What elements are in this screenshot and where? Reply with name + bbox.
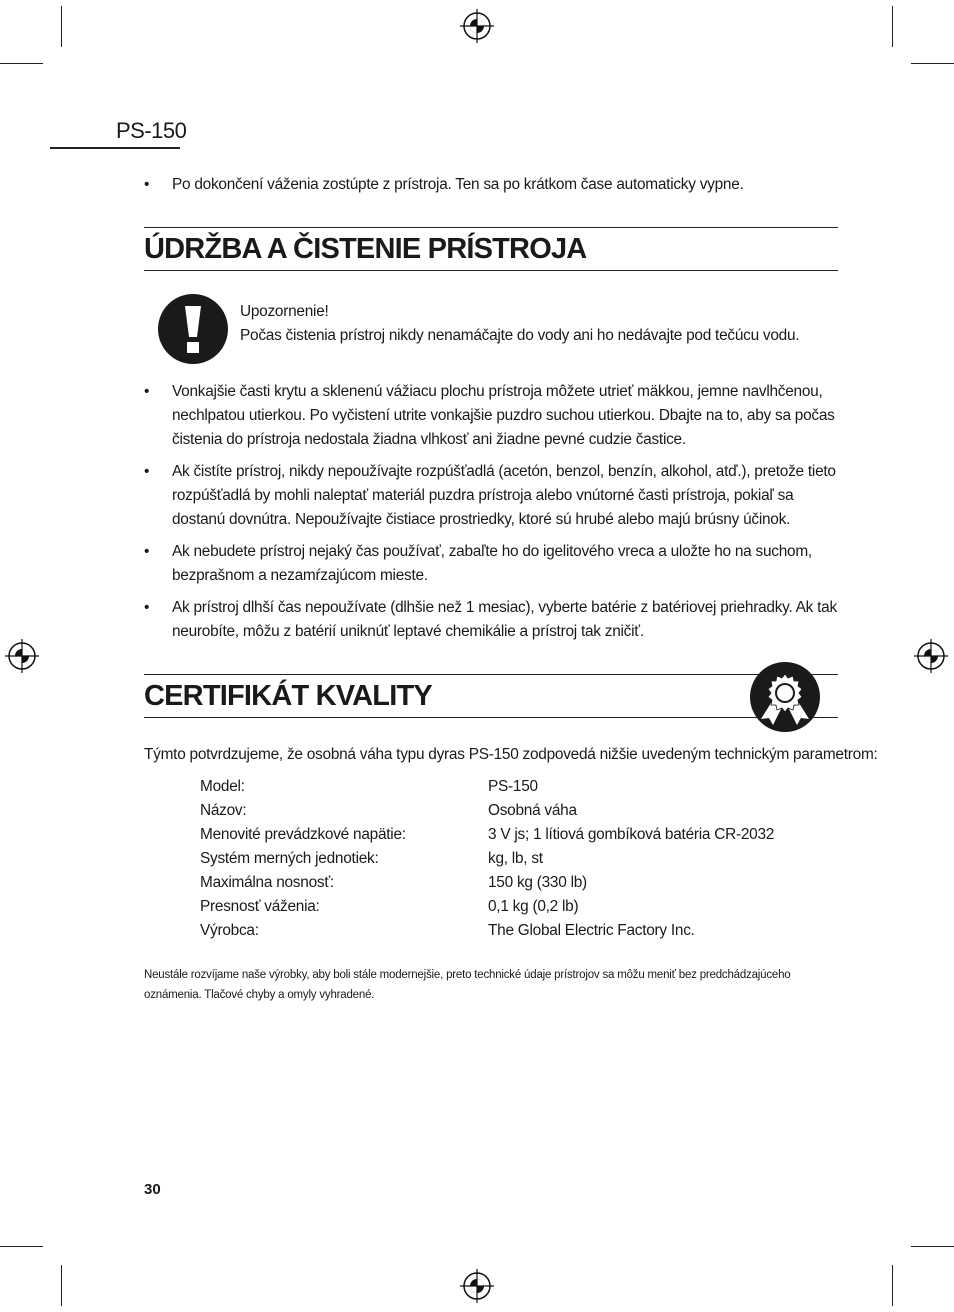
crop-mark xyxy=(0,1246,43,1247)
list-item-text: Ak čistíte prístroj, nikdy nepoužívajte rozpúšťadlá (acetón, benzol, benzín, alkohol, atď.), pretože tieto rozpúšťadlá by mohli naleptať materiál puzdra prístroja alebo vnútorné časti prístroja, pokiaľ sa dostanú dovnútra. Nepoužívajte čistiace prostriedky, ktoré sú hrubé alebo majú brúsny účinok. xyxy=(172,463,836,528)
model-label: PS-150 xyxy=(116,118,187,143)
table-row xyxy=(200,847,774,871)
spec-value: kg, lb, st xyxy=(488,850,543,867)
list-item xyxy=(144,596,844,644)
list-item-text: Po dokončení váženia zostúpte z prístroja. Ten sa po krátkom čase automaticky vypne. xyxy=(172,176,744,193)
table-row xyxy=(200,895,774,919)
bullet-symbol: • xyxy=(144,599,150,616)
spec-key: Názov: xyxy=(200,802,247,819)
crop-mark xyxy=(911,1246,954,1247)
section-title: ÚDRŽBA A ČISTENIE PRÍSTROJA xyxy=(144,233,587,265)
bullet-symbol: • xyxy=(144,176,150,193)
list-item-text: Ak nebudete prístroj nejaký čas používať, zabaľte ho do igelitového vreca a uložte ho na suchom, bezprašnom a nezamŕzajúcom mieste. xyxy=(172,543,812,584)
crop-mark xyxy=(911,63,954,64)
spec-value: Osobná váha xyxy=(488,802,577,819)
crop-mark xyxy=(892,6,893,47)
spec-key: Model: xyxy=(200,778,245,795)
spec-table xyxy=(200,775,774,943)
certificate-intro: Týmto potvrdzujeme, že osobná váha typu dyras PS-150 zodpovedá nižšie uvedeným technickým parametrom: xyxy=(144,746,878,763)
spec-key: Maximálna nosnosť: xyxy=(200,874,334,891)
bullet-symbol: • xyxy=(144,543,150,560)
table-row xyxy=(200,799,774,823)
list-item-text: Vonkajšie časti krytu a sklenenú vážiacu plochu prístroja môžete utrieť mäkkou, jemne navlhčenou, nechlpatou utierkou. Po vyčistení utrite vonkajšie puzdro suchou utierkou. Dbajte na to, aby sa počas čistenia do prístroja nedostala žiadna vlhkosť ani žiadne pevné cudzie častice. xyxy=(172,383,835,448)
list-item xyxy=(144,380,844,452)
spec-key: Menovité prevádzkové napätie: xyxy=(200,826,406,843)
spec-key: Systém merných jednotiek: xyxy=(200,850,379,867)
warning-text: Počas čistenia prístroj nikdy nenamáčajte do vody ani ho nedávajte pod tečúcu vodu. xyxy=(240,327,800,344)
crop-mark xyxy=(61,1265,62,1306)
crop-mark xyxy=(61,6,62,47)
spec-key: Výrobca: xyxy=(200,922,259,939)
certificate-section-header xyxy=(144,674,838,718)
table-row xyxy=(200,871,774,895)
crop-mark xyxy=(892,1265,893,1306)
list-item xyxy=(144,173,844,197)
table-row xyxy=(200,919,774,943)
list-item-text: Ak prístroj dlhší čas nepoužívate (dlhšie než 1 mesiac), vyberte batérie z batériovej priehradky. Ak tak neurobíte, môžu z batérií uniknúť leptavé chemikálie a prístroj tak zničiť. xyxy=(172,599,837,640)
spec-value: 150 kg (330 lb) xyxy=(488,874,587,891)
list-item xyxy=(144,460,844,532)
bullet-symbol: • xyxy=(144,463,150,480)
warning-title: Upozornenie! xyxy=(240,303,329,320)
page-number: 30 xyxy=(144,1181,161,1198)
list-item xyxy=(144,540,844,588)
spec-key: Presnosť váženia: xyxy=(200,898,320,915)
table-row xyxy=(200,823,774,847)
section-title: CERTIFIKÁT KVALITY xyxy=(144,680,432,712)
award-rosette-icon xyxy=(749,661,821,733)
crop-mark xyxy=(0,63,43,64)
table-row xyxy=(200,775,774,799)
registration-mark-icon xyxy=(5,639,39,673)
spec-value: 0,1 kg (0,2 lb) xyxy=(488,898,579,915)
registration-mark-icon xyxy=(460,1269,494,1303)
spec-value: The Global Electric Factory Inc. xyxy=(488,922,695,939)
intro-bullet-list xyxy=(144,173,844,205)
registration-mark-icon xyxy=(460,9,494,43)
spec-value: PS-150 xyxy=(488,778,538,795)
bullet-symbol: • xyxy=(144,383,150,400)
warning-block xyxy=(240,300,799,348)
exclamation-icon xyxy=(158,294,228,364)
footnote: Neustále rozvíjame naše výrobky, aby boli stále modernejšie, preto technické údaje prístrojov sa môžu meniť bez predchádzajúceho oznámenia. Tlačové chyby a omyly vyhradené. xyxy=(144,969,791,1001)
maintenance-bullet-list xyxy=(144,380,844,652)
registration-mark-icon xyxy=(914,639,948,673)
spec-value: 3 V js; 1 lítiová gombíková batéria CR-2032 xyxy=(488,826,775,843)
maintenance-section-header xyxy=(144,227,838,271)
header-rule xyxy=(50,147,180,149)
